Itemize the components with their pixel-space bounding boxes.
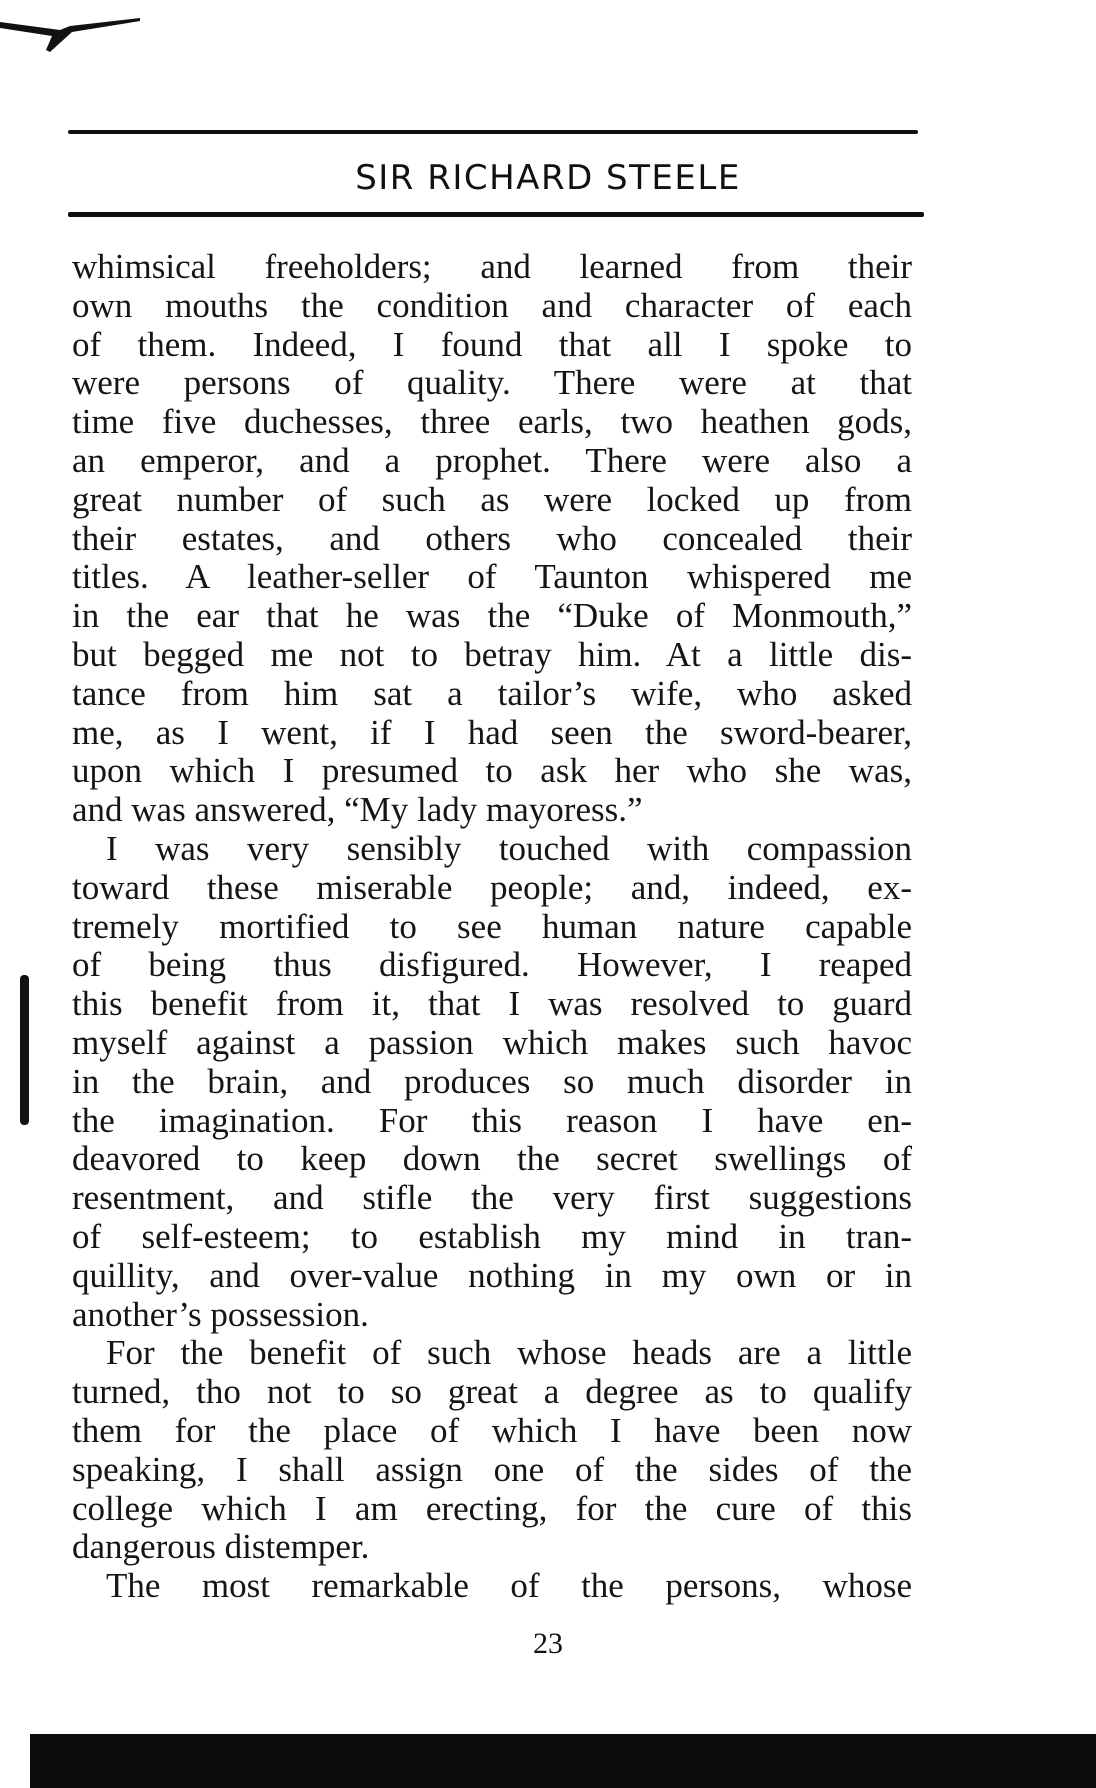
header-top-rule [68, 130, 918, 134]
header-bottom-rule [68, 212, 924, 217]
text-line: toward these miserable people; and, indeed, ex- [72, 867, 912, 907]
text-line: in the brain, and produces so much disorder in [72, 1061, 912, 1101]
text-line: upon which I presumed to ask her who she was, [72, 751, 912, 791]
text-line: an emperor, and a prophet. There were also a [72, 440, 912, 480]
text-line: another’s possession. [72, 1294, 369, 1334]
text-line: of them. Indeed, I found that all I spoke to [72, 324, 912, 364]
text-line: time five duchesses, three earls, two heathen gods, [72, 402, 912, 442]
text-line: own mouths the condition and character of each [72, 285, 912, 325]
text-line: and was answered, “My lady mayoress.” [72, 790, 643, 830]
text-line: of being thus disfigured. However, I reaped [72, 945, 912, 985]
page-number: 23 [533, 1627, 563, 1660]
text-line: college which I am erecting, for the cure of this [72, 1488, 912, 1528]
text-line: this benefit from it, that I was resolved to guard [72, 984, 912, 1024]
text-line: resentment, and stifle the very first suggestions [72, 1178, 912, 1218]
text-line: speaking, I shall assign one of the sides of the [72, 1449, 912, 1489]
running-head-title: SIR RICHARD STEELE [355, 158, 741, 198]
text-line: tance from him sat a tailor’s wife, who asked [72, 673, 912, 713]
text-line: them for the place of which I have been now [72, 1410, 912, 1450]
text-line: I was very sensibly touched with compassion [106, 828, 912, 868]
text-line: myself against a passion which makes such havoc [72, 1022, 912, 1062]
text-line: whimsical freeholders; and learned from their [72, 247, 912, 286]
text-line: the imagination. For this reason I have en- [72, 1100, 912, 1140]
text-line: great number of such as were locked up from [72, 479, 912, 519]
text-line: The most remarkable of the persons, whose [106, 1566, 912, 1606]
text-line: quillity, and over-value nothing in my own or in [72, 1255, 912, 1295]
text-line: their estates, and others who concealed their [72, 518, 912, 558]
text-line: were persons of quality. There were at that [72, 363, 912, 403]
text-line: in the ear that he was the “Duke of Monmouth,” [72, 596, 912, 636]
scan-corner-mark [0, 12, 140, 52]
text-line: deavored to keep down the secret swellings of [72, 1139, 912, 1179]
text-line: tremely mortified to see human nature capable [72, 906, 912, 946]
text-line: For the benefit of such whose heads are a little [106, 1333, 912, 1373]
text-line: of self-esteem; to establish my mind in tran- [72, 1216, 912, 1256]
text-line: turned, tho not to so great a degree as to qualify [72, 1372, 912, 1412]
margin-scan-bar [20, 975, 29, 1125]
text-line: but begged me not to betray him. At a little dis- [72, 634, 912, 674]
scan-bottom-band [30, 1734, 1096, 1788]
text-line: titles. A leather-seller of Taunton whispered me [72, 557, 912, 597]
body-text [72, 248, 912, 1606]
text-line: me, as I went, if I had seen the sword-bearer, [72, 712, 912, 752]
text-line: dangerous distemper. [72, 1527, 370, 1567]
